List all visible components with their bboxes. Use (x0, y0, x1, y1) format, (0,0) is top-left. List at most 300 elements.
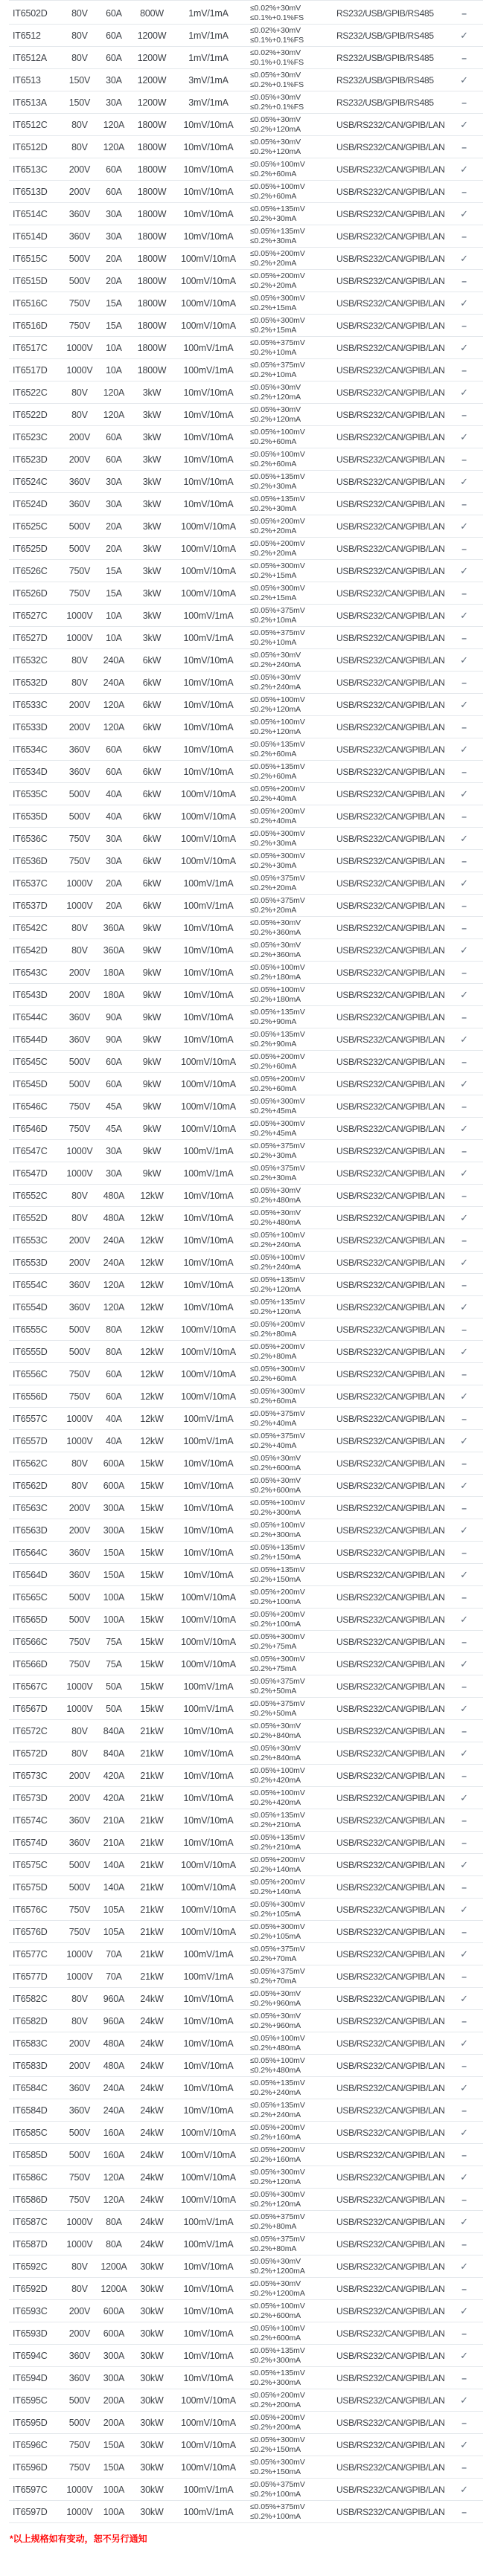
accuracy-line2: ≤0.2%+0.1%FS (250, 80, 304, 89)
interfaces-cell: USB/RS232/CAN/GPIB/LAN (336, 1145, 445, 1156)
voltage-cell: 80V (71, 2015, 88, 2026)
power-cell: 6kW (142, 855, 162, 866)
table-row (9, 1765, 483, 1787)
check-icon: ✓ (460, 1568, 468, 1580)
accuracy-cell (244, 48, 335, 68)
mark-cell (445, 1859, 483, 1871)
accuracy-line1: ≤0.05%+375mV (250, 873, 305, 883)
accuracy-cell (244, 561, 335, 581)
mark-cell (445, 1726, 483, 1736)
table-row (9, 1675, 483, 1698)
table-row (9, 1274, 483, 1296)
dash-icon: – (461, 1458, 467, 1469)
accuracy-cell (244, 2034, 335, 2053)
table-row (9, 2233, 483, 2255)
mark-cell (445, 1034, 483, 1046)
mark-cell (445, 342, 483, 354)
voltage-cell: 360V (68, 2372, 91, 2383)
accuracy-line1: ≤0.05%+375mV (250, 2234, 305, 2244)
accuracy-line2: ≤0.2%+600mA (250, 2333, 301, 2342)
resolution-cell: 1mV/1mA (188, 52, 229, 63)
accuracy-cell (244, 1432, 335, 1451)
voltage-cell: 80V (71, 1993, 88, 2004)
voltage-cell: 500V (68, 1614, 91, 1625)
accuracy-line2: ≤0.2%+60mA (250, 459, 297, 468)
voltage-cell: 1000V (66, 1145, 93, 1156)
accuracy-line1: ≤0.05%+375mV (250, 1966, 305, 1976)
table-row (9, 2077, 483, 2099)
dash-icon: – (461, 1011, 467, 1023)
resolution-cell: 100mV/10mA (181, 543, 236, 554)
accuracy-line1: ≤0.05%+375mV (250, 2212, 305, 2221)
model-cell: IT6517C (13, 342, 48, 353)
accuracy-line1: ≤0.05%+200mV (250, 1342, 305, 1351)
voltage-cell: 750V (68, 1904, 91, 1915)
resolution-cell: 10mV/10mA (183, 2105, 234, 2116)
accuracy-line2: ≤0.2%+100mA (250, 2489, 301, 2499)
accuracy-line2: ≤0.2%+20mA (250, 548, 297, 558)
check-icon: ✓ (460, 1434, 468, 1446)
current-cell: 150A (103, 1547, 125, 1558)
accuracy-line1: ≤0.05%+30mV (250, 940, 301, 950)
voltage-cell: 750V (68, 833, 91, 844)
voltage-cell: 500V (68, 1859, 91, 1870)
power-cell: 12kW (140, 1212, 164, 1223)
power-cell: 21kW (140, 1725, 164, 1736)
mark-cell (445, 431, 483, 443)
table-row (9, 181, 483, 203)
voltage-cell: 200V (68, 1234, 91, 1246)
power-cell: 1800W (137, 253, 167, 264)
mark-cell (445, 2038, 483, 2049)
accuracy-cell (244, 2391, 335, 2410)
dash-icon: – (461, 1971, 467, 1982)
accuracy-line2: ≤0.2%+240mA (250, 1262, 301, 1272)
table-row (9, 962, 483, 984)
voltage-cell: 500V (68, 1056, 91, 1067)
accuracy-line2: ≤0.2%+600mA (250, 1463, 301, 1472)
accuracy-line1: ≤0.05%+375mV (250, 1408, 305, 1418)
interfaces-cell: USB/RS232/CAN/GPIB/LAN (336, 1681, 445, 1692)
accuracy-cell (244, 2480, 335, 2499)
accuracy-line1: ≤0.05%+300mV (250, 293, 305, 303)
power-cell: 3kW (142, 409, 162, 420)
check-icon: ✓ (460, 1301, 468, 1313)
power-cell: 12kW (140, 1346, 164, 1357)
table-row (9, 1229, 483, 1252)
table-row (9, 1341, 483, 1363)
model-cell: IT6555D (13, 1346, 48, 1357)
model-cell: IT6534D (13, 766, 48, 777)
model-cell: IT6575D (13, 1881, 48, 1893)
check-icon: ✓ (460, 2081, 468, 2093)
power-cell: 15kW (140, 1569, 164, 1580)
interfaces-cell: USB/RS232/CAN/GPIB/LAN (336, 1101, 445, 1112)
power-cell: 1800W (137, 186, 167, 197)
accuracy-cell (244, 1922, 335, 1942)
model-cell: IT6513A (13, 97, 47, 108)
power-cell: 12kW (140, 1368, 164, 1379)
mark-cell (445, 2418, 483, 2428)
model-cell: IT6572D (13, 1748, 48, 1759)
accuracy-line1: ≤0.05%+135mV (250, 494, 305, 503)
resolution-cell: 10mV/10mA (183, 1524, 234, 1536)
power-cell: 9kW (142, 944, 162, 956)
resolution-cell: 100mV/10mA (181, 2395, 236, 2406)
power-cell: 12kW (140, 1413, 164, 1424)
mark-cell (445, 2016, 483, 2026)
current-cell: 80A (106, 2216, 122, 2227)
resolution-cell: 100mV/10mA (181, 1926, 236, 1937)
accuracy-cell (244, 1186, 335, 1205)
power-cell: 800W (140, 7, 164, 19)
model-cell: IT6534C (13, 744, 48, 755)
table-row (9, 649, 483, 672)
current-cell: 300A (103, 1502, 125, 1513)
current-cell: 120A (103, 141, 125, 152)
check-icon: ✓ (460, 1702, 468, 1714)
table-row (9, 25, 483, 47)
accuracy-line1: ≤0.05%+375mV (250, 2479, 305, 2489)
mark-cell (445, 1658, 483, 1670)
interfaces-cell: RS232/USB/GPIB/RS485 (336, 7, 434, 19)
accuracy-line1: ≤0.05%+100mV (250, 449, 305, 459)
accuracy-line1: ≤0.05%+200mV (250, 1587, 305, 1597)
accuracy-cell (244, 361, 335, 380)
voltage-cell: 360V (68, 1547, 91, 1558)
table-row (9, 1787, 483, 1809)
check-icon: ✓ (460, 1658, 468, 1669)
accuracy-cell (244, 1588, 335, 1607)
accuracy-line1: ≤0.05%+100mV (250, 2055, 305, 2065)
dash-icon: – (461, 1815, 467, 1826)
accuracy-line1: ≤0.05%+30mV (250, 672, 301, 682)
table-row (9, 605, 483, 627)
interfaces-cell: USB/RS232/CAN/GPIB/LAN (336, 788, 445, 799)
accuracy-line2: ≤0.2%+40mA (250, 1418, 297, 1428)
accuracy-line1: ≤0.05%+30mV (250, 1475, 301, 1485)
accuracy-cell (244, 160, 335, 179)
resolution-cell: 3mV/1mA (188, 74, 229, 86)
table-row (9, 2456, 483, 2479)
model-cell: IT6537D (13, 900, 48, 911)
current-cell: 40A (106, 788, 122, 799)
model-cell: IT6563D (13, 1524, 48, 1536)
voltage-cell: 360V (68, 2082, 91, 2093)
voltage-cell: 500V (68, 1346, 91, 1357)
table-row (9, 582, 483, 605)
accuracy-line1: ≤0.05%+135mV (250, 1297, 305, 1307)
model-cell: IT6585D (13, 2149, 48, 2160)
current-cell: 30A (106, 476, 122, 487)
table-row (9, 1876, 483, 1899)
accuracy-cell (244, 896, 335, 915)
power-cell: 9kW (142, 1011, 162, 1023)
current-cell: 105A (103, 1904, 125, 1915)
table-row (9, 203, 483, 225)
accuracy-line1: ≤0.05%+135mV (250, 2368, 305, 2377)
accuracy-line1: ≤0.05%+100mV (250, 1230, 305, 1240)
table-row (9, 292, 483, 315)
voltage-cell: 750V (68, 297, 91, 309)
current-cell: 60A (106, 1391, 122, 1402)
interfaces-cell: USB/RS232/CAN/GPIB/LAN (336, 1034, 445, 1045)
mark-cell (445, 1927, 483, 1937)
accuracy-cell (244, 1075, 335, 1094)
accuracy-line1: ≤0.05%+375mV (250, 1944, 305, 1954)
accuracy-line2: ≤0.2%+120mA (250, 2177, 301, 2186)
power-cell: 3kW (142, 387, 162, 398)
accuracy-line2: ≤0.2%+200mA (250, 2422, 301, 2432)
resolution-cell: 10mV/10mA (183, 1547, 234, 1558)
accuracy-line1: ≤0.05%+135mV (250, 226, 305, 236)
current-cell: 60A (106, 1056, 122, 1067)
table-row (9, 672, 483, 694)
accuracy-line1: ≤0.05%+375mV (250, 338, 305, 347)
voltage-cell: 750V (68, 1658, 91, 1669)
accuracy-line1: ≤0.05%+375mV (250, 1141, 305, 1150)
dash-icon: – (461, 1926, 467, 1937)
interfaces-cell: USB/RS232/CAN/GPIB/LAN (336, 2484, 445, 2495)
voltage-cell: 360V (68, 1011, 91, 1023)
current-cell: 960A (103, 1993, 125, 2004)
accuracy-line2: ≤0.2%+840mA (250, 1730, 301, 1740)
model-cell: IT6536D (13, 855, 48, 866)
model-cell: IT6597D (13, 2506, 48, 2517)
accuracy-line1: ≤0.05%+300mV (250, 2189, 305, 2199)
accuracy-cell (244, 1610, 335, 1629)
check-icon: ✓ (460, 2171, 468, 2183)
mark-cell (445, 1480, 483, 1492)
accuracy-line2: ≤0.2%+120mA (250, 704, 301, 714)
accuracy-line1: ≤0.05%+300mV (250, 2435, 305, 2444)
accuracy-line2: ≤0.2%+60mA (250, 191, 297, 201)
mark-cell (445, 1592, 483, 1603)
accuracy-line1: ≤0.05%+300mV (250, 583, 305, 593)
accuracy-cell (244, 2190, 335, 2209)
model-cell: IT6522C (13, 387, 48, 398)
interfaces-cell: USB/RS232/CAN/GPIB/LAN (336, 2171, 445, 2183)
mark-cell (445, 476, 483, 488)
accuracy-line2: ≤0.2%+600mA (250, 2311, 301, 2320)
accuracy-line1: ≤0.05%+375mV (250, 1431, 305, 1440)
voltage-cell: 1000V (66, 1681, 93, 1692)
model-cell: IT6586D (13, 2194, 48, 2205)
accuracy-line1: ≤0.05%+30mV (250, 1989, 301, 1998)
power-cell: 24kW (140, 2171, 164, 2183)
resolution-cell: 10mV/10mA (183, 654, 234, 666)
accuracy-line2: ≤0.2%+60mA (250, 1061, 297, 1071)
accuracy-cell (244, 26, 335, 45)
current-cell: 300A (103, 1524, 125, 1536)
current-cell: 300A (103, 2372, 125, 2383)
interfaces-cell: RS232/USB/GPIB/RS485 (336, 30, 434, 41)
model-cell: IT6536C (13, 833, 48, 844)
model-cell: IT6594C (13, 2350, 48, 2361)
interfaces-cell: USB/RS232/CAN/GPIB/LAN (336, 878, 445, 889)
table-row (9, 738, 483, 761)
accuracy-cell (244, 1052, 335, 1072)
current-cell: 600A (103, 2305, 125, 2316)
check-icon: ✓ (460, 1613, 468, 1625)
mark-cell (445, 1101, 483, 1112)
accuracy-cell (244, 1164, 335, 1183)
voltage-cell: 500V (68, 543, 91, 554)
current-cell: 480A (103, 1212, 125, 1223)
check-icon: ✓ (460, 1524, 468, 1536)
resolution-cell: 10mV/10mA (183, 922, 234, 933)
dash-icon: – (461, 1636, 467, 1647)
accuracy-line2: ≤0.2%+300mA (250, 2377, 301, 2387)
model-cell: IT6596C (13, 2439, 48, 2450)
current-cell: 840A (103, 1748, 125, 1759)
voltage-cell: 200V (68, 454, 91, 465)
table-row (9, 805, 483, 828)
resolution-cell: 10mV/10mA (183, 1815, 234, 1826)
interfaces-cell: USB/RS232/CAN/GPIB/LAN (336, 1770, 445, 1781)
current-cell: 30A (106, 1145, 122, 1156)
power-cell: 15kW (140, 1524, 164, 1536)
mark-cell (445, 967, 483, 978)
model-cell: IT6527D (13, 632, 48, 643)
current-cell: 10A (106, 610, 122, 621)
power-cell: 12kW (140, 1234, 164, 1246)
accuracy-cell (244, 1967, 335, 1986)
resolution-cell: 10mV/10mA (183, 2328, 234, 2339)
table-row (9, 1965, 483, 1988)
accuracy-cell (244, 450, 335, 469)
power-cell: 1800W (137, 141, 167, 152)
accuracy-line2: ≤0.2%+180mA (250, 994, 301, 1004)
current-cell: 240A (103, 1234, 125, 1246)
model-cell: IT6532D (13, 677, 48, 688)
voltage-cell: 750V (68, 565, 91, 576)
resolution-cell: 10mV/10mA (183, 766, 234, 777)
model-cell: IT6512D (13, 141, 48, 152)
table-row (9, 2412, 483, 2434)
model-cell: IT6566D (13, 1658, 48, 1669)
resolution-cell: 10mV/10mA (183, 1748, 234, 1759)
resolution-cell: 100mV/10mA (181, 2127, 236, 2138)
accuracy-line1: ≤0.02%+30mV (250, 3, 301, 13)
model-cell: IT6545D (13, 1078, 48, 1089)
table-row (9, 158, 483, 181)
check-icon: ✓ (460, 2215, 468, 2227)
check-icon: ✓ (460, 207, 468, 219)
resolution-cell: 10mV/10mA (183, 186, 234, 197)
accuracy-cell (244, 405, 335, 425)
current-cell: 75A (106, 1658, 122, 1669)
table-row (9, 1899, 483, 1921)
resolution-cell: 100mV/1mA (183, 2216, 234, 2227)
voltage-cell: 360V (68, 1279, 91, 1290)
table-row (9, 694, 483, 716)
voltage-cell: 750V (68, 1391, 91, 1402)
mark-cell (445, 722, 483, 732)
power-cell: 21kW (140, 1792, 164, 1803)
accuracy-line1: ≤0.05%+135mV (250, 1007, 305, 1017)
mark-cell (445, 944, 483, 956)
interfaces-cell: USB/RS232/CAN/GPIB/LAN (336, 2194, 445, 2205)
current-cell: 70A (106, 1971, 122, 1982)
resolution-cell: 100mV/10mA (181, 1881, 236, 1893)
accuracy-cell (244, 2502, 335, 2522)
voltage-cell: 80V (71, 1748, 88, 1759)
power-cell: 6kW (142, 833, 162, 844)
check-icon: ✓ (460, 564, 468, 576)
dash-icon: – (461, 1056, 467, 1067)
power-cell: 6kW (142, 811, 162, 822)
model-cell: IT6543D (13, 989, 48, 1000)
power-cell: 15kW (140, 1658, 164, 1669)
voltage-cell: 1000V (66, 1971, 93, 1982)
mark-cell (445, 454, 483, 465)
current-cell: 60A (106, 52, 122, 63)
current-cell: 140A (103, 1881, 125, 1893)
resolution-cell: 10mV/10mA (183, 231, 234, 242)
current-cell: 960A (103, 2015, 125, 2026)
resolution-cell: 100mV/10mA (181, 587, 236, 599)
resolution-cell: 1mV/1mA (188, 30, 229, 41)
table-row (9, 560, 483, 582)
resolution-cell: 100mV/1mA (183, 364, 234, 376)
interfaces-cell: USB/RS232/CAN/GPIB/LAN (336, 944, 445, 956)
accuracy-cell (244, 93, 335, 112)
model-cell: IT6523C (13, 431, 48, 442)
accuracy-line2: ≤0.1%+0.1%FS (250, 13, 304, 22)
accuracy-line2: ≤0.2%+15mA (250, 570, 297, 580)
accuracy-line2: ≤0.2%+210mA (250, 1842, 301, 1852)
accuracy-line2: ≤0.2%+15mA (250, 303, 297, 312)
accuracy-line1: ≤0.05%+100mV (250, 717, 305, 727)
accuracy-line1: ≤0.05%+200mV (250, 1319, 305, 1329)
dash-icon: – (461, 2194, 467, 2205)
interfaces-cell: USB/RS232/CAN/GPIB/LAN (336, 342, 445, 353)
accuracy-line1: ≤0.05%+200mV (250, 538, 305, 548)
current-cell: 100A (103, 2484, 125, 2495)
accuracy-line2: ≤0.2%+10mA (250, 347, 297, 357)
check-icon: ✓ (460, 1479, 468, 1491)
model-cell: IT6584D (13, 2105, 48, 2116)
interfaces-cell: USB/RS232/CAN/GPIB/LAN (336, 2328, 445, 2339)
voltage-cell: 200V (68, 1792, 91, 1803)
accuracy-cell (244, 1342, 335, 1362)
power-cell: 12kW (140, 1190, 164, 1201)
power-cell: 24kW (140, 2127, 164, 2138)
accuracy-line2: ≤0.2%+75mA (250, 1641, 297, 1651)
interfaces-cell: USB/RS232/CAN/GPIB/LAN (336, 1658, 445, 1669)
current-cell: 80A (106, 1346, 122, 1357)
accuracy-cell (244, 1722, 335, 1741)
power-cell: 12kW (140, 1391, 164, 1402)
dash-icon: – (461, 1770, 467, 1781)
table-row (9, 1542, 483, 1564)
voltage-cell: 80V (71, 30, 88, 41)
model-cell: IT6543C (13, 967, 48, 978)
model-cell: IT6565C (13, 1591, 48, 1603)
interfaces-cell: USB/RS232/CAN/GPIB/LAN (336, 1948, 445, 1960)
accuracy-cell (244, 1945, 335, 1964)
check-icon: ✓ (460, 163, 468, 175)
accuracy-line1: ≤0.05%+100mV (250, 1765, 305, 1775)
resolution-cell: 10mV/10mA (183, 141, 234, 152)
accuracy-cell (244, 1097, 335, 1116)
table-row (9, 381, 483, 404)
accuracy-line1: ≤0.05%+100mV (250, 1788, 305, 1797)
mark-cell (445, 1280, 483, 1290)
interfaces-cell: USB/RS232/CAN/GPIB/LAN (336, 900, 445, 911)
accuracy-line2: ≤0.2%+40mA (250, 1440, 297, 1450)
